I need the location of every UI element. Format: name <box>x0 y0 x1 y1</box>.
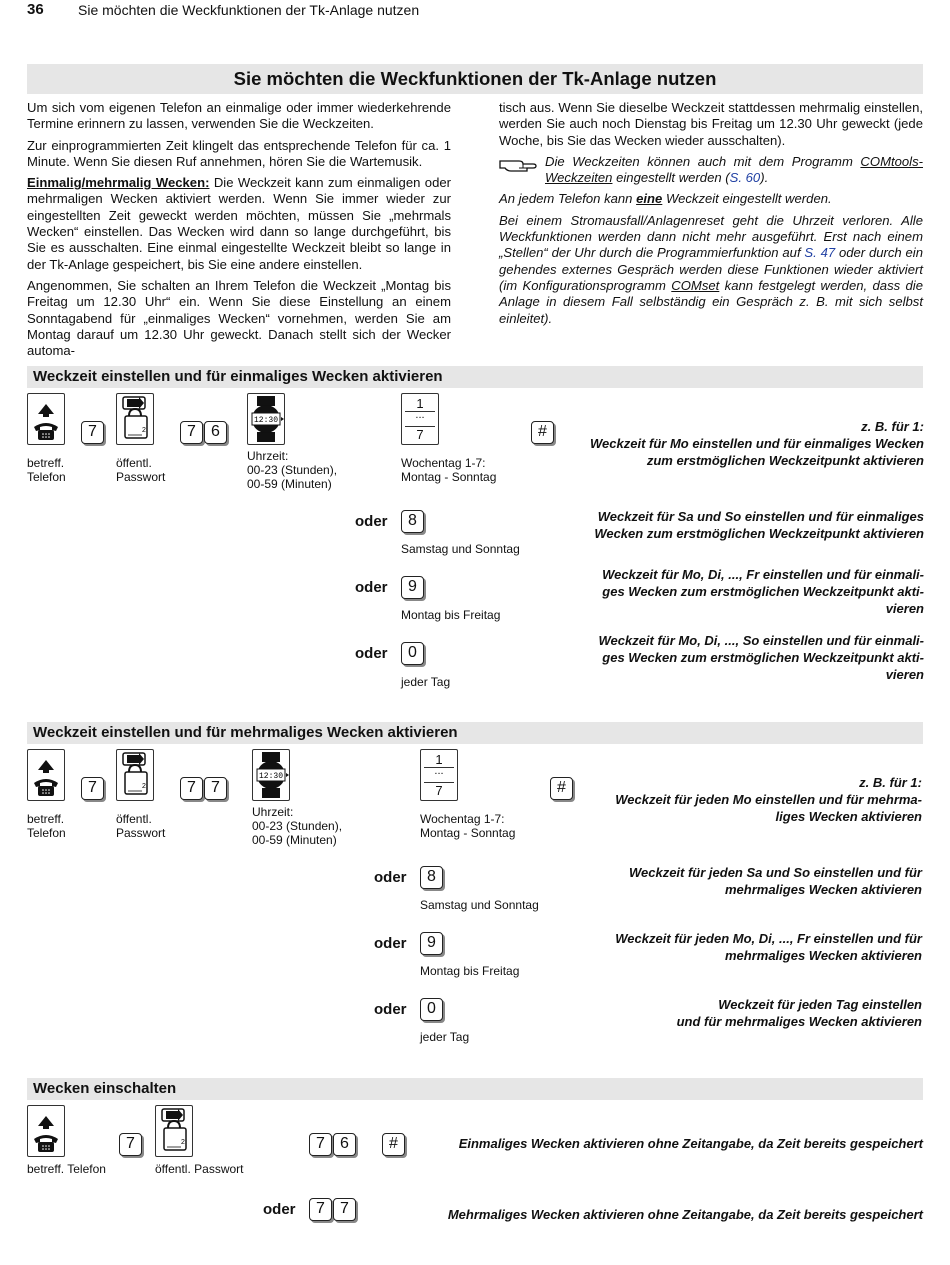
padlock-digit: 2 <box>181 1139 185 1146</box>
phone-icon <box>27 1105 65 1157</box>
key-7[interactable]: 7 <box>309 1198 332 1221</box>
key-9[interactable]: 9 <box>420 932 443 955</box>
label-password: öffentl. Passwort <box>116 812 166 840</box>
mode-paragraph <box>27 175 451 273</box>
key-8[interactable]: 8 <box>401 510 424 533</box>
phone-icon <box>27 749 65 801</box>
weekday-last: 7 <box>435 783 443 798</box>
note-text-2: eingestellt werden ( <box>612 170 730 186</box>
phone-icon <box>27 393 65 445</box>
description-recurring-workdays: Weckzeit für jeden Mo, Di, ..., Fr einstellen und für mehrmaliges Wecken aktivieren <box>615 931 922 963</box>
tip-note <box>499 154 923 187</box>
weekday-first: 1 <box>435 752 443 767</box>
label-weekend: Samstag und Sonntag <box>401 542 520 556</box>
description-once-every-day: Weckzeit für Mo, Di, ..., So einstellen und für einmali- ges Wecken zum erstmöglichen Weckzeitpunkt akti- vieren <box>598 633 924 682</box>
label-password: öffentl. Passwort <box>155 1162 244 1176</box>
key-6[interactable]: 6 <box>204 421 227 444</box>
section-heading-enable: Wecken einschalten <box>27 1078 923 1100</box>
oder-label: oder <box>355 513 388 530</box>
power-text-2: oder durch ein gehendes externes Gespräch werden diese Funktionen wieder aktiviert (im Konfigurationsprogramm <box>499 245 923 293</box>
label-time: Uhrzeit: 00-23 (Stunden), 00-59 (Minuten) <box>252 805 343 847</box>
running-header: Sie möchten die Weckfunktionen der Tk-Anlage nutzen <box>78 2 420 18</box>
oder-label: oder <box>355 579 388 596</box>
intro-paragraph: Um sich vom eigenen Telefon an einmalige oder immer wiederkehrende Termine erinnern zu lassen, verwenden Sie die Weckzeiten. <box>27 100 451 132</box>
section-heading-once: Weckzeit einstellen und für einmaliges Wecken aktivieren <box>27 366 923 388</box>
description-once-monday: z. B. für 1: Weckzeit für Mo einstellen und für einmaliges Wecken zum erstmöglichen Weckzeitpunkt aktivieren <box>590 419 924 468</box>
key-7[interactable]: 7 <box>81 421 104 444</box>
weekday-dots: ... <box>434 765 444 777</box>
key-hash[interactable]: # <box>531 421 554 444</box>
label-every-day: jeder Tag <box>420 1030 470 1044</box>
description-enable-recurring: Mehrmaliges Wecken aktivieren ohne Zeitangabe, da Zeit bereits gespeichert <box>447 1207 923 1222</box>
oder-label: oder <box>355 645 388 662</box>
watch-icon <box>247 393 285 445</box>
oder-label: oder <box>374 935 407 952</box>
key-9[interactable]: 9 <box>401 576 424 599</box>
label-phone: betreff. Telefon <box>27 1162 106 1176</box>
one-alarm-paragraph <box>499 191 923 207</box>
one-alarm-text-2: Weckzeit eingestellt werden. <box>662 191 832 207</box>
key-7[interactable]: 7 <box>119 1133 142 1156</box>
key-7[interactable]: 7 <box>180 777 203 800</box>
note-text-3: ). <box>760 170 769 186</box>
mode-heading: Einmalig/mehrmalig Wecken: <box>27 175 210 191</box>
note-text: Die Weckzeiten können auch mit dem Programm <box>545 153 861 169</box>
description-recurring-weekend: Weckzeit für jeden Sa und So einstellen und für mehrmaliges Wecken aktivieren <box>628 865 922 897</box>
label-time: Uhrzeit: 00-23 (Stunden), 00-59 (Minuten) <box>247 449 338 491</box>
comset-link[interactable]: COMset <box>671 277 720 293</box>
watch-icon <box>252 749 290 801</box>
padlock-icon <box>116 749 154 801</box>
key-7[interactable]: 7 <box>309 1133 332 1156</box>
one-alarm-emphasis: eine <box>636 191 663 207</box>
section-heading-recurring: Weckzeit einstellen und für mehrmaliges Wecken aktivieren <box>27 722 923 744</box>
padlock-digit: 2 <box>142 427 146 434</box>
key-7[interactable]: 7 <box>180 421 203 444</box>
padlock-icon <box>116 393 154 445</box>
mode-text: Die Weckzeit kann zum einmaligen oder mehrmaligen Wecken aktiviert werden. Wenn Sie immer wieder zur eingestellten Zeit geweckt werden möchten, müssen Sie „mehrmals Wecken“ einstellen. Das Wecken wird dann so lange durchgeführt, bis Sie es ausschalten. Eine einmal eingestellte Weckzeit bleibt so lange in der Tk-Anlage gespeichert, bis Sie eine andere einstellen. <box>27 175 452 272</box>
padlock-icon <box>155 1105 193 1157</box>
key-hash[interactable]: # <box>550 777 573 800</box>
one-alarm-text: An jedem Telefon kann <box>499 191 637 207</box>
key-7[interactable]: 7 <box>333 1198 356 1221</box>
ring-paragraph: Zur einprogrammierten Zeit klingelt das entsprechende Telefon für ca. 1 Minute. Wenn Sie diesen Ruf annehmen, hören Sie die Wartemusik. <box>27 137 451 169</box>
right-column <box>499 100 923 332</box>
example-continued: tisch aus. Wenn Sie dieselbe Weckzeit stattdessen mehrmalig einstellen, werden Sie auch noch Dienstag bis Freitag um 12.30 Uhr geweckt (jede Woche, bis Sie das Wecken wieder ausschalten). <box>499 100 923 148</box>
pointing-hand-icon <box>499 155 537 173</box>
label-password: öffentl. Passwort <box>116 456 166 484</box>
key-hash[interactable]: # <box>382 1133 405 1156</box>
page-ref-60-link[interactable]: S. 60 <box>729 170 761 186</box>
oder-label: oder <box>263 1201 296 1218</box>
label-every-day: jeder Tag <box>401 675 451 689</box>
oder-label: oder <box>374 869 407 886</box>
example-paragraph: Angenommen, Sie schalten an Ihrem Telefon die Weckzeit „Montag bis Freitag um 12.30 Uhr“ ein. Wenn Sie diese Einstellung an einem Sonntagabend für „einmaliges Wecken“ vornehmen, werden Sie am Montag darauf um 12.30 Uhr geweckt. Danach stellt sich der Wecker automa- <box>27 277 451 359</box>
weekday-dots: ... <box>415 409 425 421</box>
key-8[interactable]: 8 <box>420 866 443 889</box>
padlock-digit: 2 <box>142 783 146 790</box>
power-failure-paragraph <box>499 213 923 327</box>
label-weekday: Wochentag 1-7: Montag - Sonntag <box>420 812 516 840</box>
weekday-selector-icon <box>401 393 439 445</box>
label-weekday: Wochentag 1-7: Montag - Sonntag <box>401 456 497 484</box>
weekday-selector-icon <box>420 749 458 801</box>
comtools-link[interactable]: COMtools-Weckzeiten <box>545 153 923 186</box>
key-7[interactable]: 7 <box>204 777 227 800</box>
label-weekend: Samstag und Sonntag <box>420 898 539 912</box>
key-7[interactable]: 7 <box>81 777 104 800</box>
key-0[interactable]: 0 <box>401 642 424 665</box>
page-number: 36 <box>27 1 44 18</box>
description-recurring-monday: z. B. für 1: Weckzeit für jeden Mo einstellen und für mehrma- liges Wecken aktivieren <box>615 775 922 824</box>
page-ref-47-link[interactable]: S. 47 <box>804 245 836 261</box>
weekday-first: 1 <box>416 396 424 411</box>
main-title: Sie möchten die Weckfunktionen der Tk-Anlage nutzen <box>27 64 923 94</box>
left-column <box>27 100 451 364</box>
key-6[interactable]: 6 <box>333 1133 356 1156</box>
description-recurring-every-day: Weckzeit für jeden Tag einstellen und für mehrmaliges Wecken aktivieren <box>676 997 922 1029</box>
weekday-last: 7 <box>416 427 424 442</box>
label-weekdays: Montag bis Freitag <box>401 608 501 622</box>
watch-time: 12:30 <box>258 772 284 781</box>
key-0[interactable]: 0 <box>420 998 443 1021</box>
watch-time: 12:30 <box>253 416 279 425</box>
label-phone: betreff. Telefon <box>27 812 66 840</box>
power-text: Bei einem Stromausfall/Anlagenreset geht die Uhrzeit verloren. Alle Weckfunktionen werden dann nicht mehr ausgeführt. Erst nach einem „Stellen“ der Uhr durch die Programmierfunktion auf <box>499 212 923 261</box>
label-weekdays: Montag bis Freitag <box>420 964 520 978</box>
label-phone: betreff. Telefon <box>27 456 66 484</box>
description-once-workdays: Weckzeit für Mo, Di, ..., Fr einstellen und für einmali- ges Wecken zum erstmöglichen Weckzeitpunkt akti- vieren <box>602 567 924 616</box>
description-once-weekend: Weckzeit für Sa und So einstellen und für einmaliges Wecken zum erstmöglichen Weckzeitpunkt aktivieren <box>594 509 924 541</box>
power-text-3: kann festgelegt werden, dass die Anlage in diesem Fall selbständig ein Gespräch z. B. mit sich selbst einleitet). <box>499 277 924 326</box>
description-enable-once: Einmaliges Wecken aktivieren ohne Zeitangabe, da Zeit bereits gespeichert <box>458 1136 923 1151</box>
oder-label: oder <box>374 1001 407 1018</box>
